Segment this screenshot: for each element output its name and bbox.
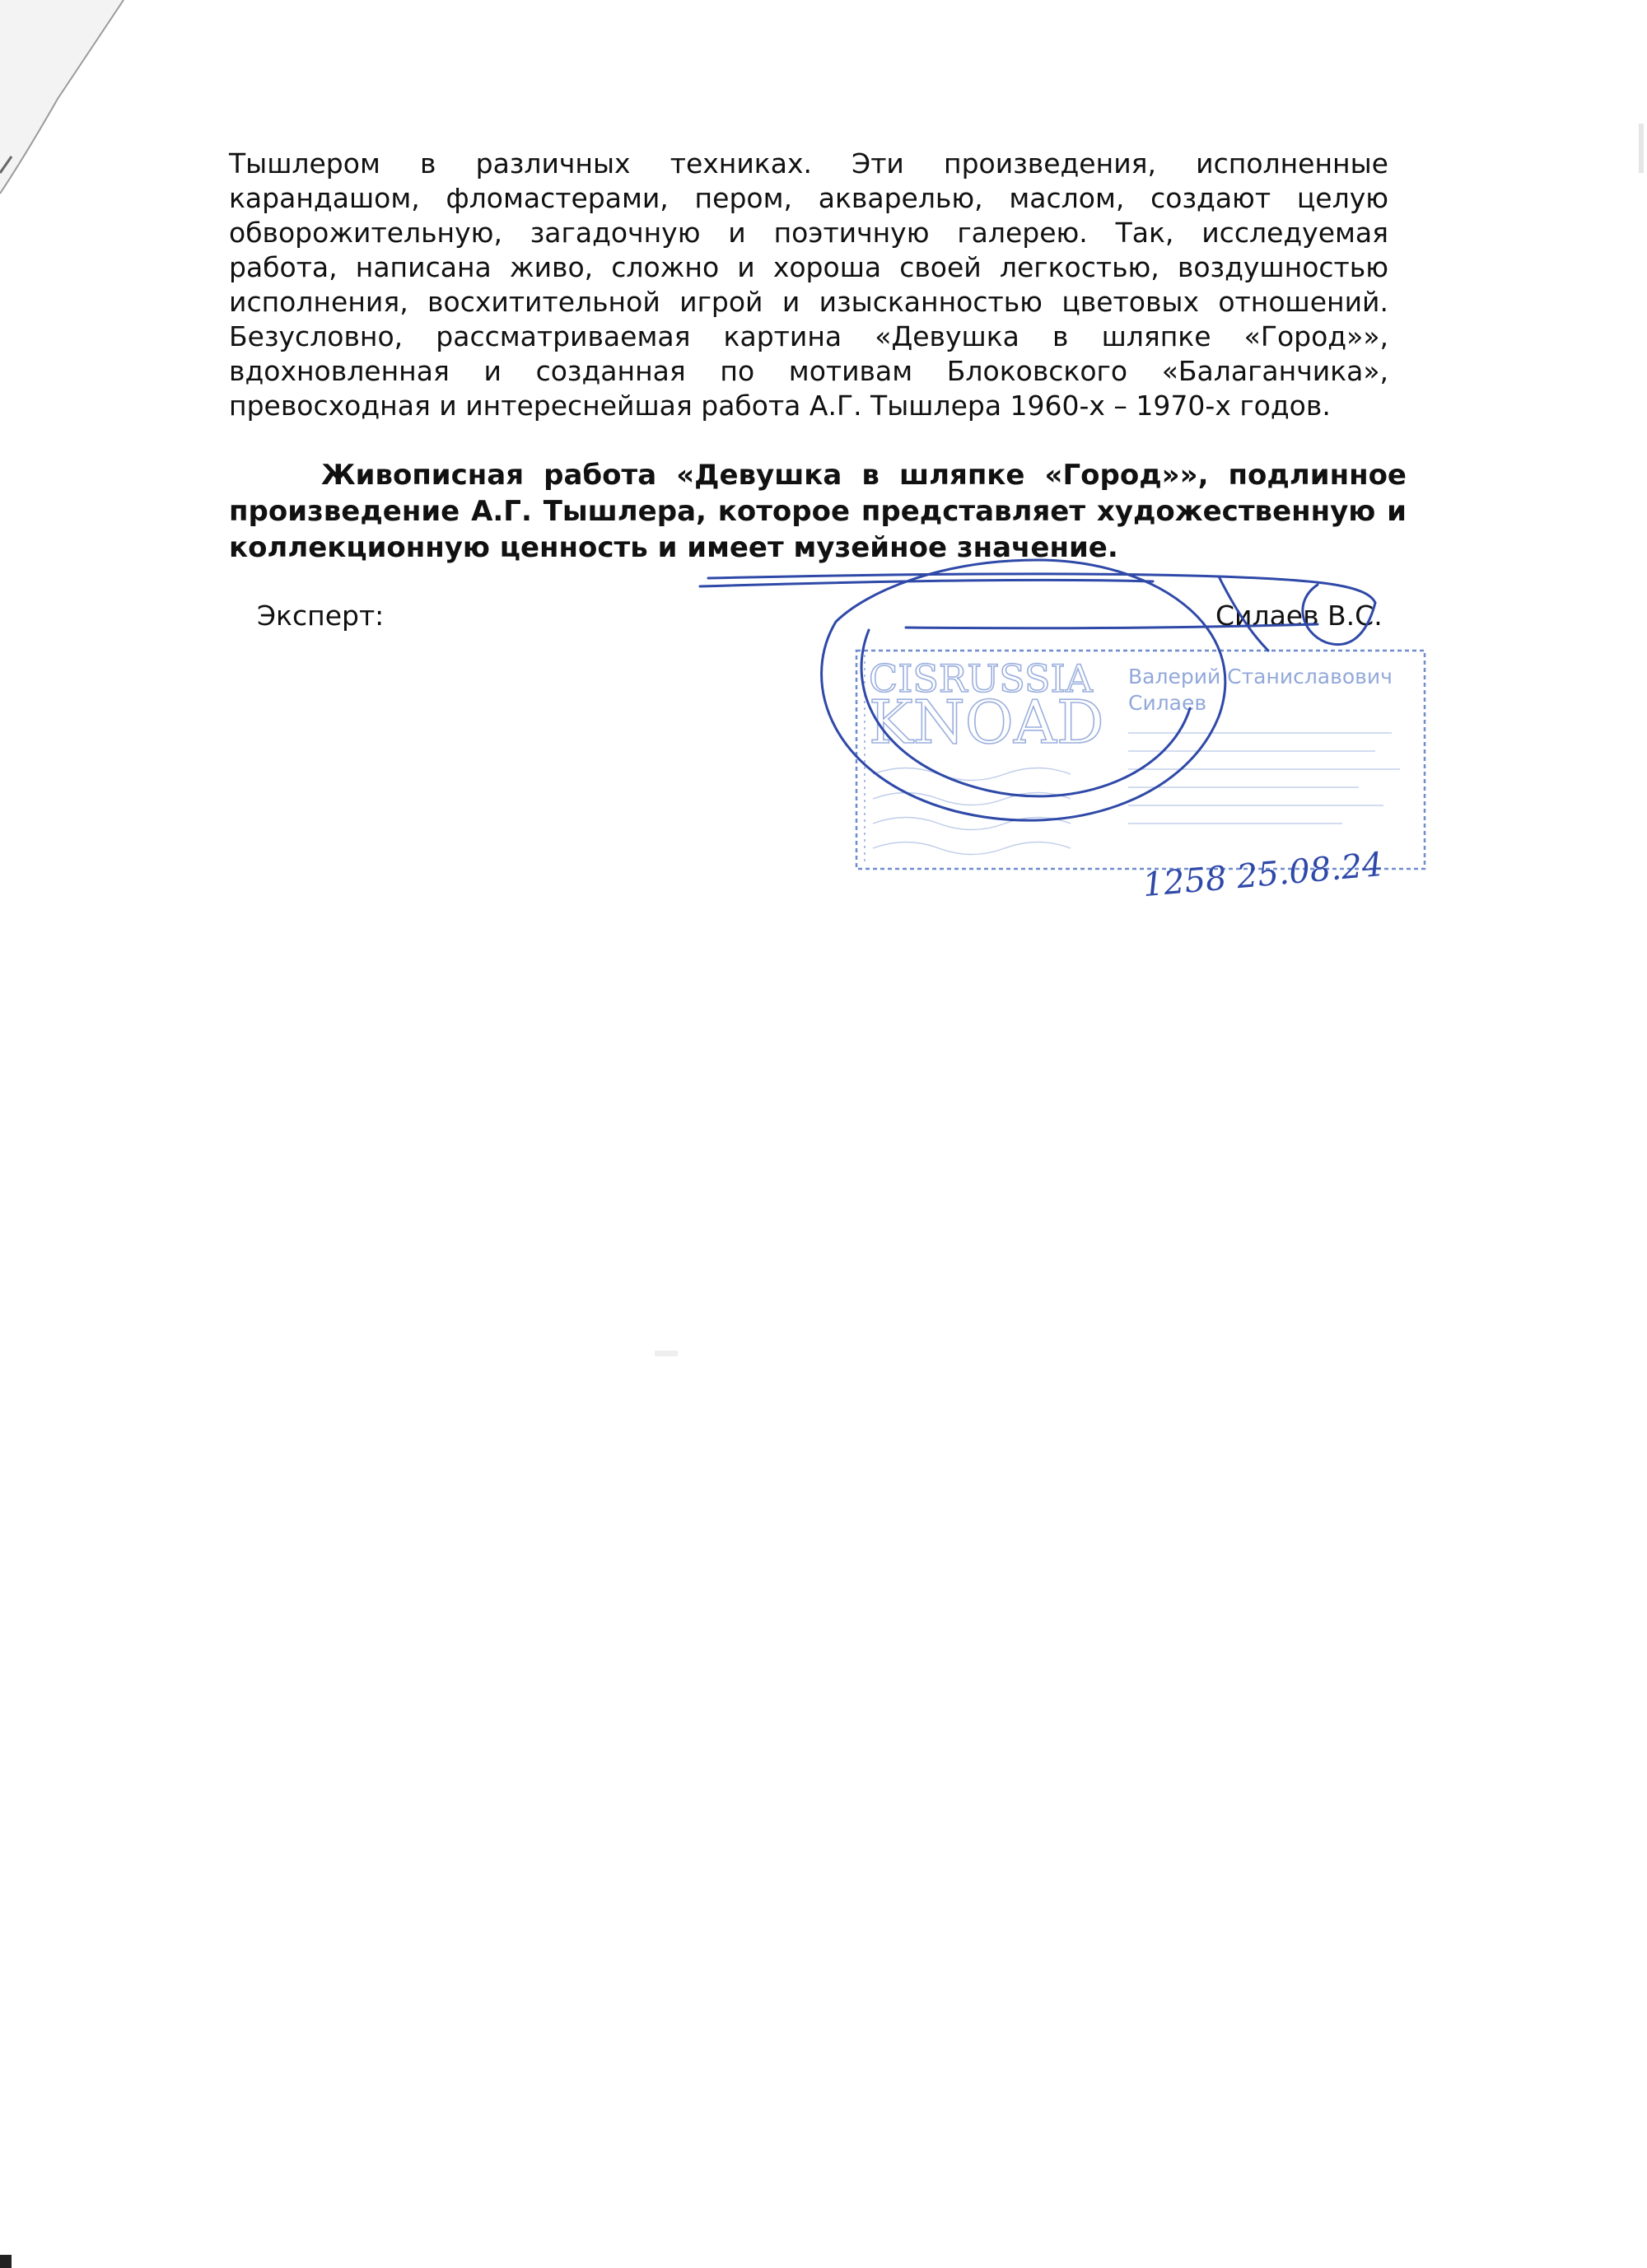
stamp-holder-line: Силаев <box>1128 691 1207 715</box>
paragraph-line: карандашом, фломастерами, пером, акварелью, маслом, создают целую <box>229 182 1388 214</box>
stamp-and-signature <box>692 527 1499 939</box>
scan-artifact <box>655 1351 678 1356</box>
expert-label: Эксперт: <box>257 600 385 632</box>
paragraph-line: вдохновленная и созданная по мотивам Блоковского «Балаганчика», <box>229 355 1388 387</box>
scan-artifact <box>0 2255 12 2268</box>
handwritten-note: 1258 25.08.24 <box>1141 845 1385 905</box>
paragraph-line: работа, написана живо, сложно и хороша своей легкостью, воздушностью <box>229 251 1388 283</box>
stamp-logo-line: KNOAD <box>869 688 1104 757</box>
conclusion-line: коллекционную ценность и имеет музейное значение. <box>229 531 1118 564</box>
paragraph-line: обворожительную, загадочную и поэтичную галерею. Так, исследуемая <box>229 217 1388 249</box>
conclusion-line: произведение А.Г. Тышлера, которое представляет художественную и <box>229 495 1407 528</box>
paragraph-line: Тышлером в различных техниках. Эти произведения, исполненные <box>229 147 1388 180</box>
body-paragraph <box>229 147 1388 423</box>
stamp-holder-line: Валерий Станиславович <box>1128 665 1393 688</box>
paragraph-line: превосходная и интереснейшая работа А.Г. Тышлера 1960-х – 1970-х годов. <box>229 390 1331 422</box>
paragraph-line: исполнения, восхитительной игрой и изысканностью цветовых отношений. <box>229 286 1388 318</box>
expert-name: Силаев В.С. <box>1215 600 1383 632</box>
paragraph-line: Безусловно, рассматриваемая картина «Девушка в шляпке «Город»», <box>229 320 1388 352</box>
stamp-logo-line: CISRUSSIA <box>869 656 1093 701</box>
corner-fold-mark <box>0 0 132 198</box>
scan-artifact <box>1639 124 1644 173</box>
conclusion-line: Живописная работа «Девушка в шляпке «Город»», подлинное <box>321 459 1407 492</box>
